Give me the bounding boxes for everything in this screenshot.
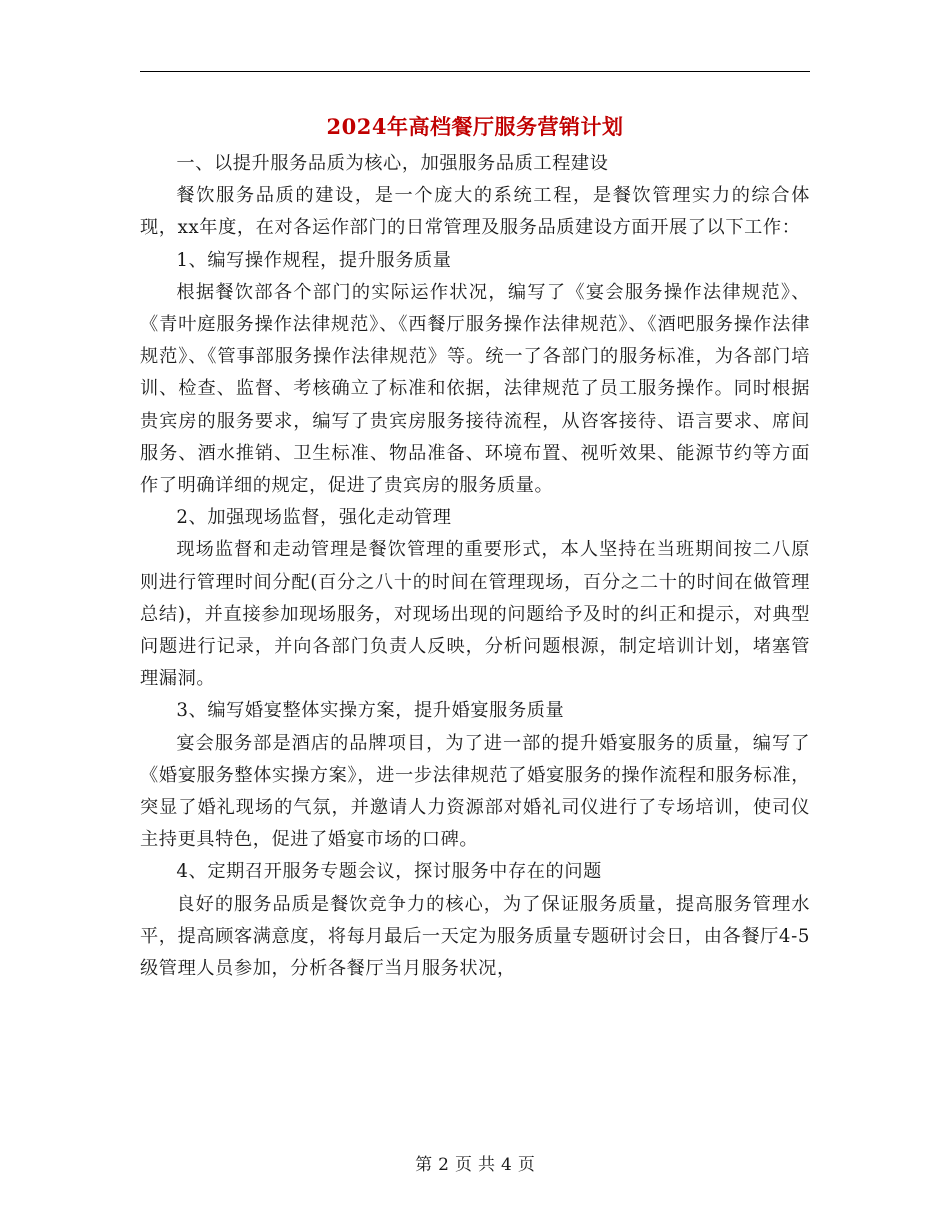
page-number-footer <box>0 1152 950 1178</box>
document-body <box>140 148 810 985</box>
subsection-heading: 2、加强现场监督，强化走动管理 <box>176 507 452 529</box>
body-paragraph: 餐饮服务品质的建设，是一个庞大的系统工程，是餐饮管理实力的综合体现，xx年度，在对各运作部门的日常管理及服务品质建设方面开展了以下工作： <box>140 185 810 239</box>
footer-suffix: 页 <box>517 1155 535 1175</box>
footer-prefix: 第 <box>415 1155 433 1175</box>
footer-page-word: 页 <box>455 1155 472 1175</box>
body-paragraph: 宴会服务部是酒店的品牌项目，为了进一部的提升婚宴服务的质量，编写了《婚宴服务整体实操方案》，进一步法律规范了婚宴服务的操作流程和服务标准，突显了婚礼现场的气氛，并邀请人力资源部对婚礼司仪进行了专场培训，使司仪主持更具特色，促进了婚宴市场的口碑。 <box>140 732 810 851</box>
document-title: 2024年高档餐厅服务营销计划 <box>326 114 624 139</box>
body-paragraph: 现场监督和走动管理是餐饮管理的重要形式，本人坚持在当班期间按二八原则进行管理时间分配(百分之八十的时间在管理现场，百分之二十的时间在做管理总结)，并直接参加现场服务，对现场出现的问题给予及时的纠正和提示，对典型问题进行记录，并向各部门负责人反映，分析问题根源，制定培训计划，堵塞管理漏洞。 <box>140 539 810 690</box>
footer-total-word: 共 <box>478 1155 495 1175</box>
body-paragraph: 良好的服务品质是餐饮竞争力的核心，为了保证服务质量，提高服务管理水平，提高顾客满意度，将每月最后一天定为服务质量专题研讨会日，由各餐厅4-5级管理人员参加，分析各餐厅当月服务状况， <box>140 893 810 980</box>
header-rule <box>140 71 810 72</box>
subsection-heading: 1、编写操作规程，提升服务质量 <box>176 249 452 271</box>
subsection-heading: 3、编写婚宴整体实操方案，提升婚宴服务质量 <box>176 700 565 722</box>
body-paragraph: 根据餐饮部各个部门的实际运作状况，编写了《宴会服务操作法律规范》、《青叶庭服务操作法律规范》、《西餐厅服务操作法律规范》、《酒吧服务操作法律规范》、《管事部服务操作法律规范》等。统一了各部门的服务标准，为各部门培训、检查、监督、考核确立了标准和依据，法律规范了员工服务操作。同时根据贵宾房的服务要求，编写了贵宾房服务接待流程，从咨客接待、语言要求、席间服务、酒水推销、卫生标准、物品准备、环境布置、视听效果、能源节约等方面作了明确详细的规定，促进了贵宾房的服务质量。 <box>140 281 810 497</box>
total-page-count: 4 <box>501 1155 512 1175</box>
subsection-heading: 4、定期召开服务专题会议，探讨服务中存在的问题 <box>176 861 602 883</box>
section-heading: 一、以提升服务品质为核心，加强服务品质工程建设 <box>176 153 609 174</box>
current-page-number: 2 <box>438 1155 449 1175</box>
